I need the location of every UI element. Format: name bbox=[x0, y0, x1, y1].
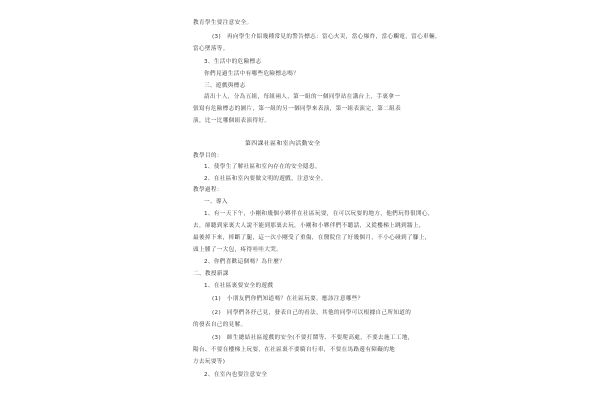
text-line: (2) 同學們各抒己見，發表自己的看法，其他的同學可以根據自己所知道的 bbox=[212, 310, 412, 316]
text-line: 二、教授新課 bbox=[193, 271, 229, 277]
text-line: 教學目的： bbox=[193, 153, 223, 159]
text-line: 教學過程： bbox=[193, 187, 223, 193]
text-line: 3、生活中的危險標志 bbox=[204, 59, 262, 65]
text-line: 1、使學生了解社區和室內存在的安全隱患。 bbox=[204, 164, 321, 170]
text-line: (3) 再向學生介紹幾種常見的警告標志：當心火災，當心爆炸，當心觸電，當心車輛， bbox=[212, 34, 441, 40]
text-line: 當心墜落等。 bbox=[193, 46, 229, 52]
text-line: 2、在社區和室內要做文明的遊戲，注意安全。 bbox=[204, 176, 327, 182]
text-line: 三、遊戲與標志 bbox=[204, 83, 246, 89]
text-line: 方去玩耍等) bbox=[193, 359, 226, 365]
text-line: 請出十人，分為五組，每組兩人，第一組的一個同學站在講台上，手裏拿一 bbox=[204, 94, 401, 100]
text-line: 2、在室內也要注意安全 bbox=[204, 372, 268, 378]
text-line: 1、有一天下午，小剛和幾個小夥伴在社區玩耍，在可以玩耍的地方，他們玩得很開心， bbox=[204, 211, 434, 217]
lesson-title: 第四課社區和室內活動安全 bbox=[245, 141, 321, 147]
text-line: 一、導入 bbox=[204, 199, 228, 205]
text-line: 頭上腫了一大包，疼得哇哇大哭。 bbox=[193, 247, 283, 253]
text-line: 演，比一比哪個組表演得好。 bbox=[193, 118, 271, 124]
text-line: 去，卻聽到家裏大人說不能到那裏去玩，小剛和小夥伴們不聽話，又從樓梯上跳到牆上， bbox=[193, 223, 425, 229]
text-line: 最後掉下來，摔斷了腿，這一次小剛受了重傷，在醫院住了好幾個月，不小心碰到了腳上， bbox=[193, 235, 431, 241]
text-line: 你們見過生活中有哪些危險標志嗎？ bbox=[204, 71, 300, 77]
text-line: 2、你們喜歡這個嗎？為什麼？ bbox=[204, 259, 286, 265]
text-line: (3) 師生總結社區遊戲的安全(不要打鬧等、不要爬高處，不要去施工工地， bbox=[212, 335, 414, 341]
text-line: 教育學生要注意安全。 bbox=[193, 20, 253, 26]
text-line: (1) 小朋友們你們知道嗎？在社區玩耍，應該注意哪些？ bbox=[212, 296, 364, 302]
text-line: 的發表自己的見解。 bbox=[193, 322, 247, 328]
text-line: 1、在社區裏要安全的遊戲 bbox=[204, 283, 274, 289]
text-line: 陽台、不要在樓梯上玩耍，在社區裏不要騎自行車，不要在馬路邊有障礙的地 bbox=[193, 347, 396, 353]
text-line: 張寫有危險標志的圖片，第一組的另一個同學來表演，第一組表演完，第二組表 bbox=[193, 106, 402, 112]
